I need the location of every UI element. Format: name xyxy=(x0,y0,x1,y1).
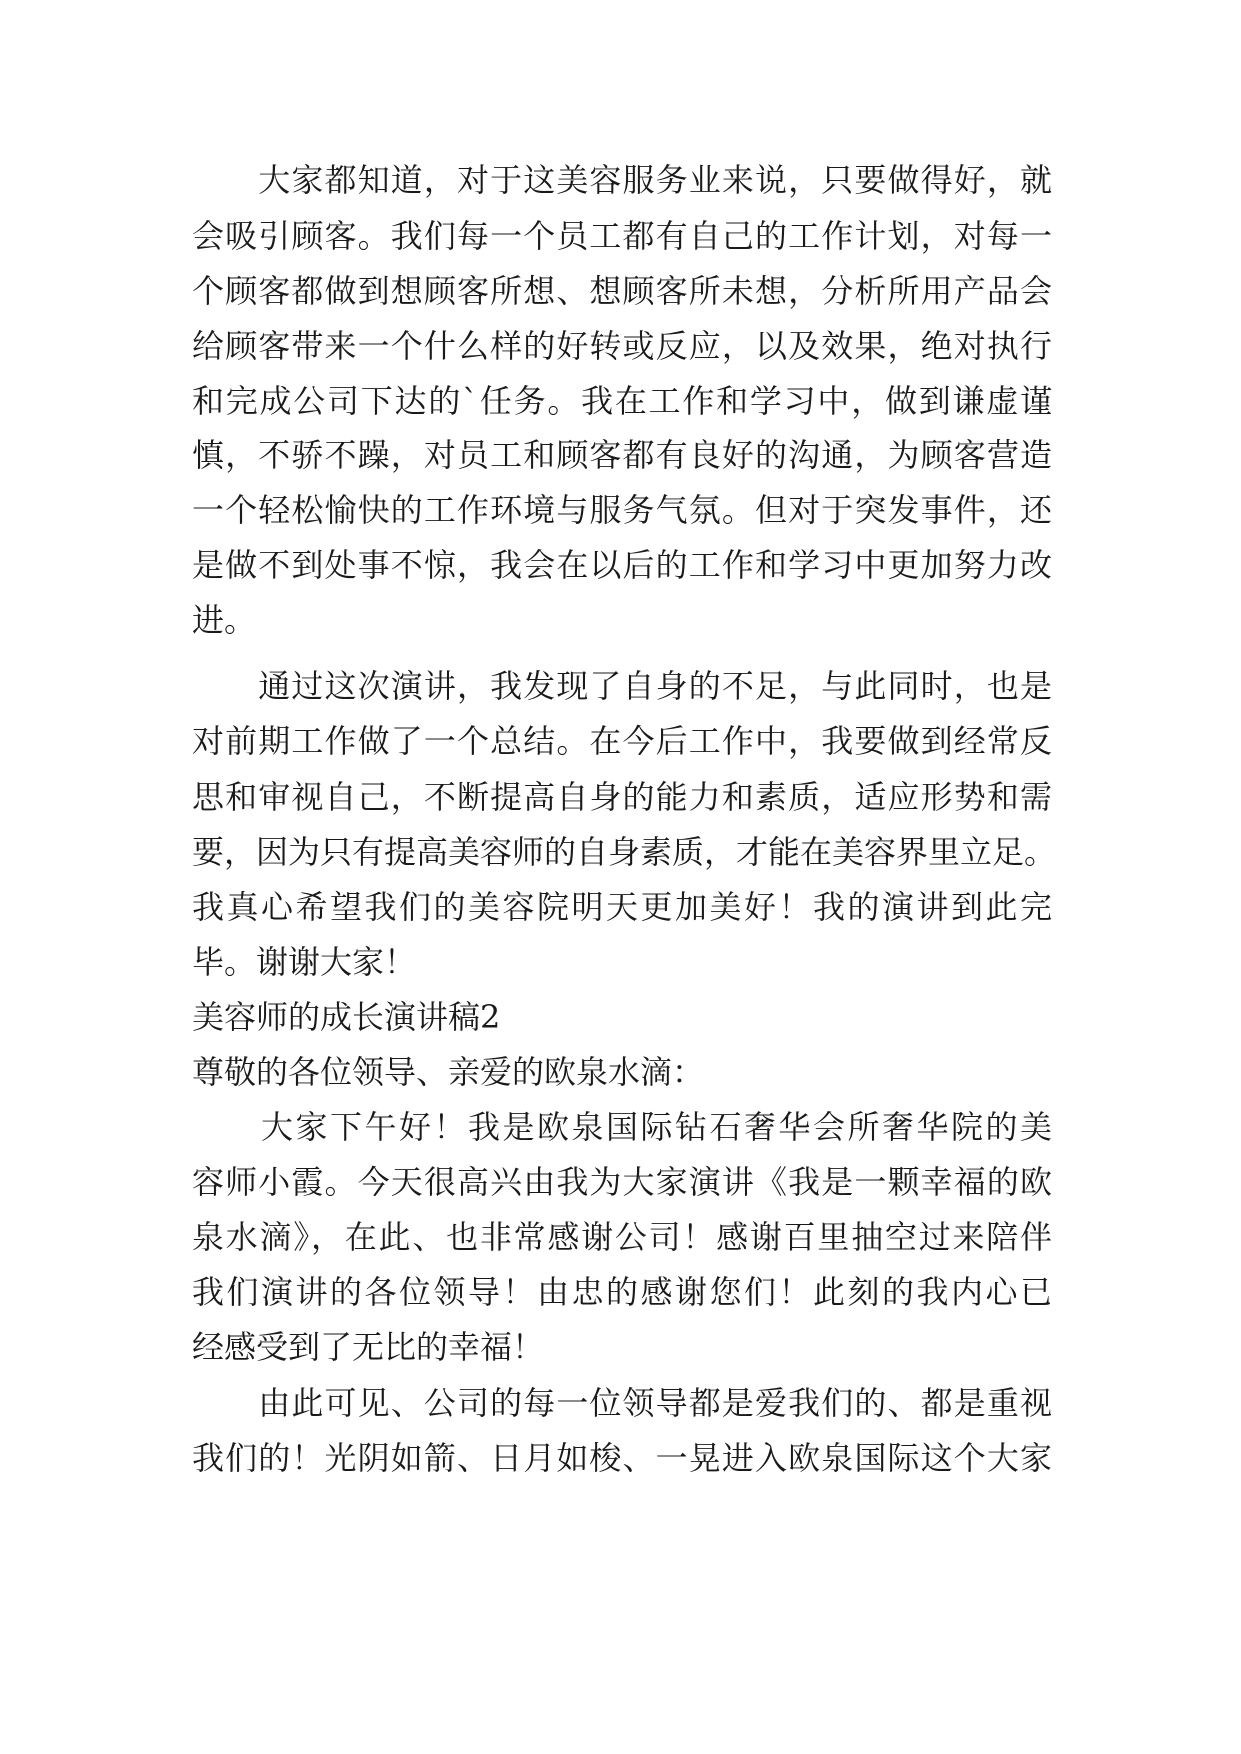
paragraph-2-line-4: 要，因为只有提高美容师的自身素质，才能在美容界里立足。 xyxy=(192,833,1057,871)
paragraph-1-line-6: 慎，不骄不躁，对员工和顾客都有良好的沟通，为顾客营造 xyxy=(192,436,1052,474)
paragraph-1-line-9: 进。 xyxy=(192,601,257,639)
paragraph-2-line-6: 毕。谢谢大家！ xyxy=(192,943,417,981)
paragraph-2-line-1: 通过这次演讲，我发现了自身的不足，与此同时，也是 xyxy=(192,667,1052,705)
paragraph-3-line-1: 大家下午好！我是欧泉国际钻石奢华会所奢华院的美 xyxy=(192,1108,1052,1146)
paragraph-3-line-5: 经感受到了无比的幸福！ xyxy=(192,1328,545,1366)
salutation: 尊敬的各位领导、亲爱的欧泉水滴： xyxy=(192,1053,705,1091)
paragraph-1-line-1: 大家都知道，对于这美容服务业来说，只要做得好，就 xyxy=(192,161,1052,199)
paragraph-1-line-7: 一个轻松愉快的工作环境与服务气氛。但对于突发事件，还 xyxy=(192,491,1052,529)
paragraph-3-line-3: 泉水滴》，在此、也非常感谢公司！感谢百里抽空过来陪伴 xyxy=(192,1218,1052,1256)
paragraph-1-line-5: 和完成公司下达的`任务。我在工作和学习中，做到谦虚谨 xyxy=(192,382,1052,420)
paragraph-2-line-2: 对前期工作做了一个总结。在今后工作中，我要做到经常反 xyxy=(192,722,1052,760)
paragraph-2-line-5: 我真心希望我们的美容院明天更加美好！我的演讲到此完 xyxy=(192,888,1052,926)
paragraph-3-line-4: 我们演讲的各位领导！由忠的感谢您们！此刻的我内心已 xyxy=(192,1273,1052,1311)
paragraph-1-line-8: 是做不到处事不惊，我会在以后的工作和学习中更加努力改 xyxy=(192,546,1052,584)
paragraph-4-line-1: 由此可见、公司的每一位领导都是爱我们的、都是重视 xyxy=(192,1384,1052,1422)
paragraph-1-line-3: 个顾客都做到想顾客所想、想顾客所未想，分析所用产品会 xyxy=(192,272,1052,310)
paragraph-1-line-2: 会吸引顾客。我们每一个员工都有自己的工作计划，对每一 xyxy=(192,217,1052,255)
section-heading: 美容师的成长演讲稿2 xyxy=(192,998,501,1036)
paragraph-1-line-4: 给顾客带来一个什么样的好转或反应，以及效果，绝对执行 xyxy=(192,327,1052,365)
paragraph-2-line-3: 思和审视自己，不断提高自身的能力和素质，适应形势和需 xyxy=(192,778,1052,816)
paragraph-3-line-2: 容师小霞。今天很高兴由我为大家演讲《我是一颗幸福的欧 xyxy=(192,1163,1052,1201)
paragraph-4-line-2: 我们的！光阴如箭、日月如梭、一晃进入欧泉国际这个大家 xyxy=(192,1439,1052,1477)
